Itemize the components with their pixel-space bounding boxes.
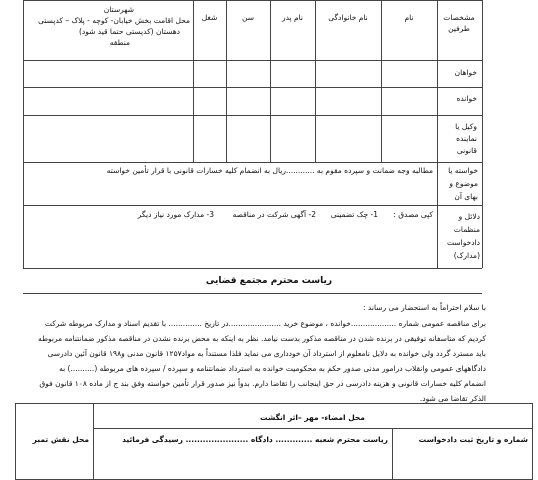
body-line-4: دادگاههای عمومی وانقلاب درامور مدنی صدور حکم به محکومیت خوانده به استرداد ضمانتنامه و سپرده / سپرده های مربوطه (..........) به — [59, 364, 486, 373]
header-residence-line4: منطقه — [109, 38, 130, 47]
evidence-label-line2: منظمات — [453, 225, 480, 234]
referral-text: ریاست محترم شعبه ............. دادگاه ...................... رسیدگی فرمائید — [122, 435, 388, 444]
header-first-name: نام — [404, 13, 414, 22]
evidence-item-other: 3- مدارک مورد نیاز دیگر — [137, 210, 214, 219]
evidence-label-line1: دلائل و — [458, 212, 480, 221]
header-residence — [28, 4, 190, 48]
body-closing: الذکر تقاضا می شود. — [419, 394, 486, 403]
header-residence-line2: محل اقامت بخش خیابان- کوچه - پلاک – کدپستی — [38, 16, 190, 25]
header-age: سن — [242, 13, 254, 22]
row-label-plaintiff: خواهان — [454, 68, 477, 77]
stamp-area-label: محل نقش تمبر — [32, 435, 89, 444]
header-parties — [440, 12, 478, 34]
body-line-5: انضمام کلیه خسارات قانونی و هزینه دادرسی در حق اینجانب را تقاضا دارم. بدواً نیز صدور قرار تأمین خواسته وفق بند ج از ماده ۱۰۸ قانون فوق — [39, 379, 486, 388]
evidence-item-check: 1- چک تضمینی — [330, 210, 378, 219]
row-label-defendant: خوانده — [456, 94, 477, 103]
row-label-attorney-line3: قانونی — [456, 146, 477, 155]
claim-label-line3: بهای آن — [454, 192, 478, 201]
evidence-item-ad: 2- آگهی شرکت در مناقصه — [232, 210, 316, 219]
claim-label — [440, 164, 478, 203]
body-line-1: برای مناقصه عمومی شماره ...................خوانده ، موضوع خرید ......................در تاریخ .............. با تقدیم اسناد و مدارک مربوطه شرکت — [44, 319, 486, 328]
row-label-attorney-line2: نماینده — [456, 134, 477, 143]
body-line-3: باید مسترد گردد ولی خوانده به دلایل نامعلوم از استرداد آن خودداری می نماید فلذا مستنداً به مواد۱۲۵۷ قانون مدنی و۱۹۸ قانون آئین دادرسی — [47, 349, 486, 358]
header-residence-line3: دهستان (کدپستی حتما قید شود) — [78, 27, 180, 36]
registration-label: شماره و تاریخ ثبت دادخواست — [418, 435, 528, 444]
header-father-name: نام پدر — [281, 13, 304, 22]
header-parties-line2: طرفین — [448, 24, 470, 33]
header-parties-line1: مشخصات — [443, 13, 475, 22]
evidence-label-line4: (مدارک) — [453, 251, 480, 260]
claim-label-line1: خواسته یا — [448, 166, 478, 175]
header-last-name: نام خانوادگی — [328, 13, 368, 22]
greeting-text: با سلام احتراماً به استحضار می رساند : — [363, 303, 486, 312]
row-label-attorney-line1: وکیل یا — [455, 122, 477, 131]
header-job: شغل — [201, 13, 218, 22]
body-line-2: کردیم که متاسفانه توفیقی در برنده شدن در مناقصه مذکور بدست نیامد. نظر به اینکه به محض برنده نشدن در مناقصه مذکور ضمانتنامه مربوطه — [38, 334, 486, 343]
signature-area-label: محل امضاء- مهر –اثر انگشت — [260, 413, 365, 422]
header-residence-line1: شهرستان — [103, 5, 134, 14]
claim-text: مطالبه وجه ضمانت و سپرده مقوم به ............ریال به انضمام کلیه خسارات قانونی با قرار تأمین خواسته — [106, 166, 433, 175]
evidence-label — [440, 210, 480, 262]
evidence-label-line3: دادخواست — [446, 238, 480, 247]
claim-label-line2: موضوع و — [449, 179, 478, 188]
row-label-attorney — [440, 121, 477, 157]
heading-rule — [23, 293, 482, 294]
petition-heading: ریاست محترم مجتمع قضایی — [205, 276, 333, 286]
evidence-copy-label: کپی مصدق : — [393, 210, 433, 219]
